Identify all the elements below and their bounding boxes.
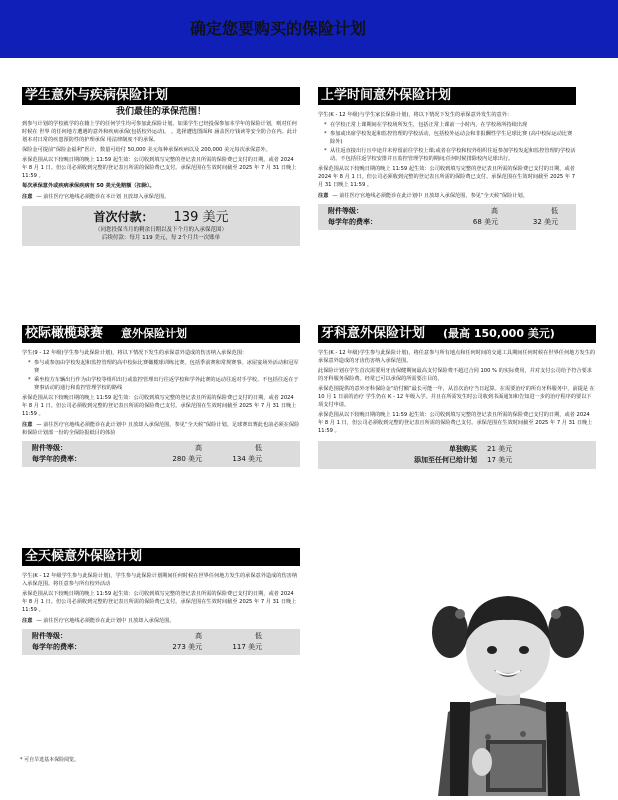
section-subhead: 我们最佳的承保范围！ bbox=[115, 107, 206, 117]
fee-row-label: 每学年的费率： bbox=[328, 218, 377, 226]
section-title-main: 校际橄榄球赛 bbox=[25, 326, 104, 341]
first-payment-line bbox=[28, 209, 294, 226]
fee-col-high: 高 bbox=[195, 444, 202, 452]
note bbox=[22, 193, 300, 201]
paragraph: 此保险计划在学生首次需要用牙齿保健期间最高支付保险费不超过合同 100 % 的实际费用，并对支付公司给予符合要求的牙科服务保险费。经常已可以承保的所需要注目的。 bbox=[318, 368, 592, 382]
paragraph: 承保范围从以下较晚日期的晚上 11:59 起生效：公司收到填写完整的登记表且所需的保险费已支付的日期，或者 2024 年 8 月 1 日。但公司必须收到完整的登记表且所需的保险费已支付。承保范围在生效时间截至 2025 年 7 月 31 日晚上 11:59 。 bbox=[22, 157, 297, 179]
note-text: — 前往医疗官地线必须能诊在此计划中 且放却入承保范围。参见“全天候”保险计划。足球赛出赛此也前必须在保险和保险计划部一份的全保险报纸目的体验 bbox=[22, 422, 300, 436]
section-title-extra: 意外保险计划 bbox=[121, 327, 188, 340]
football-accident-section bbox=[22, 325, 300, 467]
dental-accident-section bbox=[318, 325, 596, 469]
fee-col-low: 低 bbox=[551, 207, 558, 215]
subsequent-payment-note: 后续付款：每月 119 美元，每 2个月共一次账单 bbox=[101, 235, 221, 241]
section-title: 学生意外与疾病保险计划 bbox=[22, 87, 300, 105]
note-text: — 前往医疗官地线必须能诊在此计划中 且放却入承保范围，参见“全天候”保险计划。 bbox=[332, 193, 528, 199]
header-banner bbox=[0, 0, 618, 58]
fee-value-low: 117 美元 bbox=[232, 643, 262, 651]
note-label: 注意 bbox=[22, 618, 33, 624]
bullet-list bbox=[324, 121, 576, 163]
bullet-list bbox=[28, 359, 300, 392]
fee-header-row bbox=[328, 206, 566, 217]
note-label: 注意 bbox=[22, 422, 33, 428]
note bbox=[318, 192, 576, 200]
paragraph: 学生(K - 12 年级)学生参与此保险计划)，将任意参与所有地点和任何时间的交通工具期间任何时候在世界任何地方发生的承保意外造成的牙齿伤害纳入承保范围。 bbox=[318, 350, 596, 364]
paragraph: 到参与计划的学校就学的在籍上学的任何学生均可参加此保险计划。如果学生已经投保参加本学年的保险计划，则对任何时候在 世界 的任何地方遭遇的意外和疾病承保(包括校外运动)。 。选择遭选图面和 涵盖医疗钱读等安全防合在内。此计划本对日常的疾患预防性的护理承保 用法律制度不的承保。 bbox=[22, 121, 298, 143]
student-photo bbox=[408, 562, 608, 796]
section-title-main: 牙科意外保险计划 bbox=[321, 326, 426, 341]
price-value: 17 美元 bbox=[487, 456, 513, 464]
paragraph: 承保范围从以下较晚日期的晚上 11:59 起生效：公司收到填写完整的登记表且所需的保险费已支付的日期，或者 2024 年 8 月 1 日。但公司必须收到完整的登记表且所需的保险费已支付。承保范围在生效时间截至 2025 年 7 月 31 日晚上 11:59 。 bbox=[22, 395, 297, 417]
fee-header-row bbox=[32, 443, 290, 454]
all-day-accident-section bbox=[22, 548, 300, 655]
list-item: * 乘坐校方车辆出行作为由学校等组织出行或监控管理出行往返学校和学外此赛的运动往返对手学校。不包括往返在于赛事活动的通行和监控管理学校的路线 bbox=[28, 376, 300, 392]
fee-col-high: 高 bbox=[195, 632, 202, 640]
footnote: * 可自旱选基本保险阅览。 bbox=[20, 757, 80, 763]
fee-label: 附件等级： bbox=[328, 207, 363, 215]
fee-table bbox=[22, 441, 300, 467]
paragraph: 学生(K - 12 年级)与学生家长保险计划)，将以下情况下发生的承保意外发生的意外： bbox=[318, 112, 513, 118]
list-item: * 从往返直接出行且中途并未停留前往学校上课;或者在学校和校外组织往返参加学校发起和监控管理的学校活动。不包括往返学校安排并且监控管理学校的期间;任何时候排除校内足球出行。 bbox=[324, 147, 576, 163]
note-text: — 前往医疗官地线必须能诊在此计划中 且放却入承保范围。 bbox=[36, 618, 175, 624]
note bbox=[22, 421, 300, 437]
section-title: 上学时间意外保险计划 bbox=[318, 87, 576, 105]
fee-label: 附件等级： bbox=[32, 632, 67, 640]
fee-table bbox=[22, 629, 300, 655]
note-label: 注意 bbox=[318, 193, 329, 199]
first-payment-note: （同您投保当月的剩余日期以及下个月的入承保范围） bbox=[94, 227, 227, 233]
list-item: * 参加或出席学校发起和监控管理的学校活动，包括校外运动会和非报酬性学生足球比赛 (高中校际运动比赛除外) bbox=[324, 130, 576, 146]
price-value: 21 美元 bbox=[487, 445, 513, 453]
paragraph: 保险金可提前“保险金福利”医计，数量可给付 50,000 美元每种承保疾病以及 200,000 美元每次承保意外。 bbox=[22, 147, 271, 153]
paragraph: 学生(K - 12 年级学生参与此保险计划)，学生参与此保险计划期间任何时候在世界任何地方发生的承保意外造成的伤害纳入承保范围。将任意参与所有校外活动 bbox=[22, 573, 298, 587]
fee-value-low: 134 美元 bbox=[232, 455, 262, 463]
page-title: 确定您要购买的保险计划 bbox=[190, 19, 367, 38]
section-title: 全天候意外保险计划 bbox=[22, 548, 300, 566]
section-title-extra: (最高 150,000 美元) bbox=[443, 327, 555, 340]
fee-table bbox=[318, 204, 576, 230]
fee-col-high: 高 bbox=[491, 207, 498, 215]
fee-value-row bbox=[32, 642, 290, 653]
fee-value-low: 32 美元 bbox=[532, 218, 558, 226]
fee-col-low: 低 bbox=[255, 444, 262, 452]
list-item: * 参与或参加由学校发起和监控管理的高中校际比赛橄榄球训练比赛。包括季前赛和常规赛事。冰屋宴场外活动和冠军赛 bbox=[28, 359, 300, 375]
fee-row-label: 每学年的费率： bbox=[32, 455, 81, 463]
paragraph: 每次承保意外或疾病承保疾病有 50 美元免赔额（扣除）。 bbox=[22, 183, 155, 189]
student-accident-section bbox=[22, 87, 300, 246]
first-payment-box bbox=[22, 206, 300, 246]
fee-col-low: 低 bbox=[255, 632, 262, 640]
paragraph: 承保范围提供的意外牙科保险金“给付额”最长可能一年，从首次治疗当日起算。在需要治疗的所有牙科服务中，前提是 在 10 月 1 日前的治疗 学生仍在 K - 12 年级入学。并且在所需发生时公司收到书面通知和告知进一步的治疗程序的要以下项支付申请。 bbox=[318, 386, 595, 408]
fee-row-label: 每学年的费率： bbox=[32, 643, 81, 651]
price-label: 单独购买 bbox=[449, 445, 477, 453]
section-title bbox=[22, 325, 300, 343]
fee-value-high: 68 美元 bbox=[472, 218, 498, 226]
fee-header-row bbox=[32, 631, 290, 642]
dental-price-box bbox=[318, 441, 596, 469]
school-time-accident-section bbox=[318, 87, 576, 230]
fee-label: 附件等级： bbox=[32, 444, 67, 452]
paragraph: 学生(9 - 12 年级)学生参与此保险计划)，将以下情况下发生的承保意外造成的伤害纳入承保范围： bbox=[22, 350, 248, 356]
paragraph: 承保范围从以下较晚日期的晚上 11:59 起生效：公司收到填写完整的登记表且所需的保险费已支付的日期，或者 2024 年 8 月 1 日，但公司必须收到完整的登记表且所需的保险费已支付。承保范围在生效时间截至 2025 年 7 月 31 日晚上 11:59 。 bbox=[318, 412, 593, 434]
section-title bbox=[318, 325, 596, 343]
fee-value-row bbox=[32, 454, 290, 465]
note-text: — 前往医疗官地线必须能诊在本计划 且放却入承保范围。 bbox=[36, 194, 170, 200]
fee-value-row bbox=[328, 217, 566, 228]
note-label: 注意 bbox=[22, 194, 33, 200]
fee-value-high: 280 美元 bbox=[172, 455, 202, 463]
price-row bbox=[328, 444, 586, 455]
price-row bbox=[328, 455, 586, 466]
list-item: * 在学校正常上课期间在学校场所发生，包括正常上课前一小时内，在学校场所持续出现 bbox=[324, 121, 576, 129]
note bbox=[22, 617, 300, 625]
price-label: 添加至任何已给计划 bbox=[414, 456, 477, 464]
first-payment-label: 首次付款： bbox=[93, 210, 154, 224]
first-payment-amount: 139 美元 bbox=[173, 210, 229, 225]
paragraph: 承保范围从以下较晚日期的晚上 11:59 起生效：公司收到填写完整的登记表且所需的保险费已支付的日期，或者 2024 年 8 月 1 日。但公司必须收到完整的登记表且所需的保险费已支付。承保范围在生效时间截至 2025 年 7 月 31 日晚上 11:59 。 bbox=[22, 591, 297, 613]
paragraph: 承保范围从以下较晚日期的晚上 11:59 起生效：公司收到填写完整的登记表且所需的保险费已支付的日期，或者 2024 年 8 月 1 日。但公司必须收到完整的登记表且所需的保险费已支付。承保范围在生效时间截至 2025 年 7 月 31 日晚上 11:59 。 bbox=[318, 166, 575, 188]
fee-value-high: 273 美元 bbox=[172, 643, 202, 651]
